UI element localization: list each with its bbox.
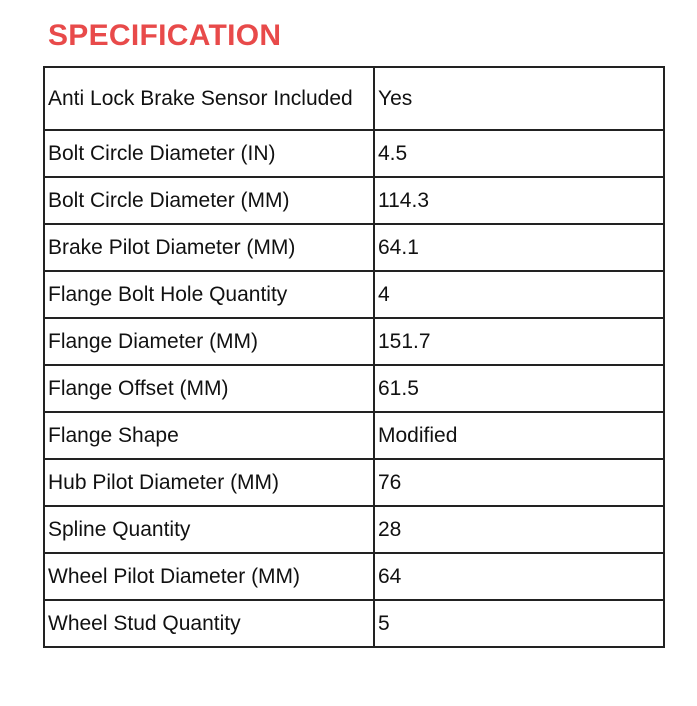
spec-value: 61.5: [374, 365, 664, 412]
spec-label: Flange Bolt Hole Quantity: [44, 271, 374, 318]
spec-label: Flange Diameter (MM): [44, 318, 374, 365]
table-row: [44, 130, 664, 177]
spec-label: Spline Quantity: [44, 506, 374, 553]
table-row: [44, 67, 664, 130]
spec-value: 76: [374, 459, 664, 506]
spec-label: Hub Pilot Diameter (MM): [44, 459, 374, 506]
spec-label: Flange Offset (MM): [44, 365, 374, 412]
page-title: SPECIFICATION: [48, 19, 282, 52]
table-row: [44, 271, 664, 318]
spec-value: 4.5: [374, 130, 664, 177]
table-row: [44, 318, 664, 365]
table-row: [44, 365, 664, 412]
spec-value: 151.7: [374, 318, 664, 365]
spec-label: Flange Shape: [44, 412, 374, 459]
spec-value: 5: [374, 600, 664, 647]
spec-value: 28: [374, 506, 664, 553]
spec-label: Bolt Circle Diameter (IN): [44, 130, 374, 177]
table-row: [44, 459, 664, 506]
spec-label: Wheel Pilot Diameter (MM): [44, 553, 374, 600]
spec-value: 4: [374, 271, 664, 318]
spec-value: Yes: [374, 67, 664, 130]
table-row: [44, 224, 664, 271]
spec-value: 64.1: [374, 224, 664, 271]
spec-value: 114.3: [374, 177, 664, 224]
spec-label: Bolt Circle Diameter (MM): [44, 177, 374, 224]
table-row: [44, 553, 664, 600]
spec-value: Modified: [374, 412, 664, 459]
spec-label: Anti Lock Brake Sensor Included: [44, 67, 374, 130]
spec-label: Wheel Stud Quantity: [44, 600, 374, 647]
table-row: [44, 506, 664, 553]
table-row: [44, 600, 664, 647]
table-row: [44, 412, 664, 459]
specification-table: [43, 66, 665, 648]
table-row: [44, 177, 664, 224]
spec-value: 64: [374, 553, 664, 600]
spec-label: Brake Pilot Diameter (MM): [44, 224, 374, 271]
